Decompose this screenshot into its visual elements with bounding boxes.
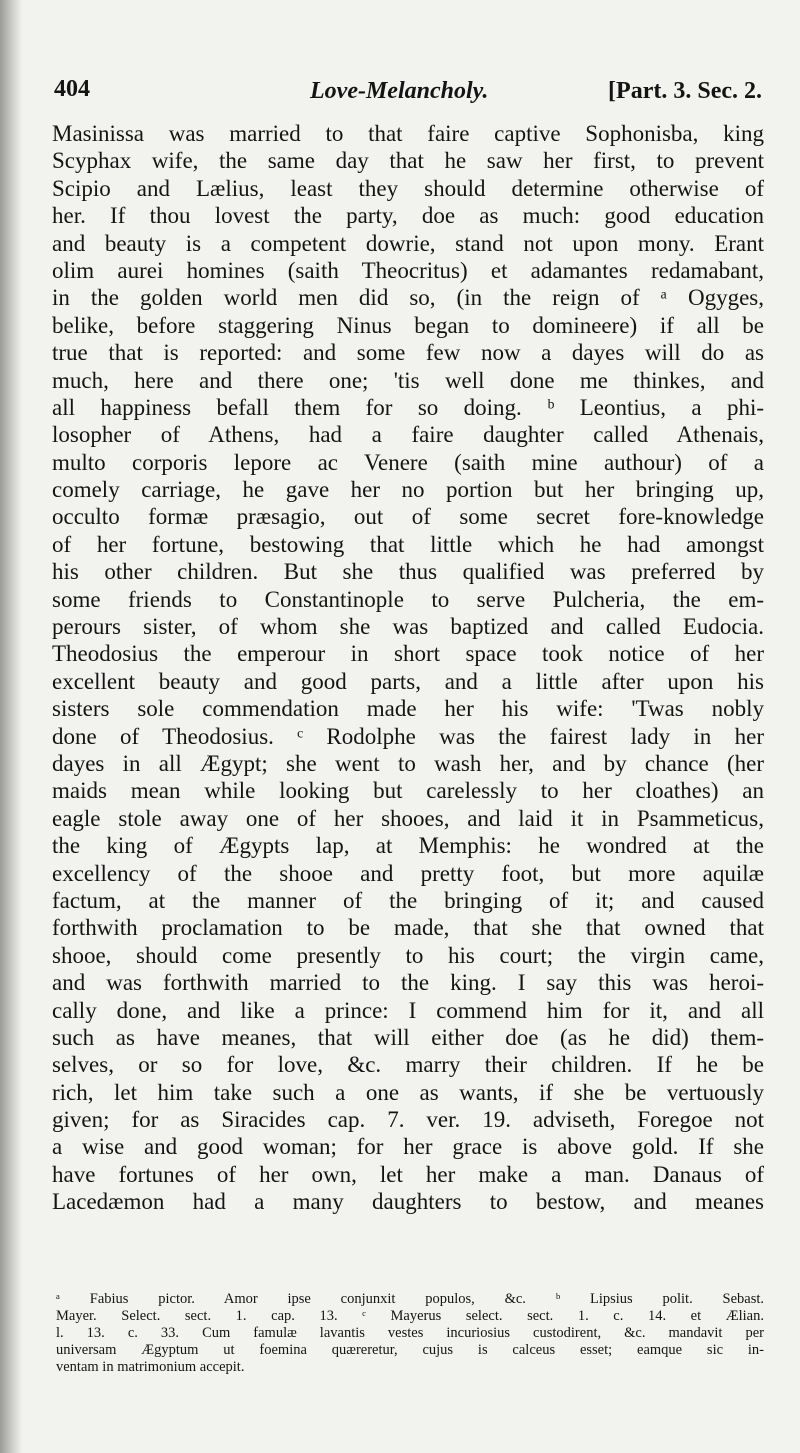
text-line: rich, let him take such a one as wants, if she be vertuously xyxy=(52,1079,764,1105)
footnotes xyxy=(56,1291,764,1376)
text-line: true that is reported: and some few now a dayes will do as xyxy=(52,340,764,366)
text-line: olim aurei homines (saith Theocritus) et adamantes redamabant, xyxy=(52,257,764,283)
footnote-line: Mayer. Select. sect. 1. cap. 13. ᶜ Mayerus select. sect. 1. c. 14. et Ælian. xyxy=(56,1308,764,1324)
text-line: dayes in all Ægypt; she went to wash her, and by chance (her xyxy=(52,750,764,776)
text-line: Scipio and Lælius, least they should determine otherwise of xyxy=(52,175,764,201)
text-line: excellent beauty and good parts, and a little after upon his xyxy=(52,668,764,694)
text-line: eagle stole away one of her shooes, and laid it in Psammeticus, xyxy=(52,805,764,831)
text-line: belike, before staggering Ninus began to domineere) if all be xyxy=(52,312,764,338)
footnote-line: l. 13. c. 33. Cum famulæ lavantis vestes incuriosius custodirent, &c. mandavit per xyxy=(56,1325,764,1341)
text-line: Theodosius the emperour in short space took notice of her xyxy=(52,641,764,667)
text-line: in the golden world men did so, (in the reign of ᵃ Ogyges, xyxy=(52,285,764,311)
text-line: shooe, should come presently to his court; the virgin came, xyxy=(52,942,764,968)
text-line: given; for as Siracides cap. 7. ver. 19. adviseth, Foregoe not xyxy=(52,1107,764,1133)
text-line: sisters sole commendation made her his wife: 'Twas nobly xyxy=(52,696,764,722)
footnote-line: ᵃ Fabius pictor. Amor ipse conjunxit populos, &c. ᵇ Lipsius polit. Sebast. xyxy=(56,1291,764,1307)
text-line: a wise and good woman; for her grace is above gold. If she xyxy=(52,1134,764,1160)
text-line: occulto formæ præsagio, out of some secret fore-knowledge xyxy=(52,504,764,530)
section-reference: [Part. 3. Sec. 2. xyxy=(608,78,762,104)
page-edge-shadow xyxy=(0,0,22,1453)
text-line: cally done, and like a prince: I commend him for it, and all xyxy=(52,997,764,1023)
text-line: maids mean while looking but carelessly to her cloathes) an xyxy=(52,778,764,804)
text-line: forthwith proclamation to be made, that she that owned that xyxy=(52,915,764,941)
book-page xyxy=(52,72,764,1216)
text-line: such as have meanes, that will either doe (as he did) them- xyxy=(52,1024,764,1050)
text-line: have fortunes of her own, let her make a man. Danaus of xyxy=(52,1161,764,1187)
page-header xyxy=(52,72,764,120)
text-line: selves, or so for love, &c. marry their children. If he be xyxy=(52,1052,764,1078)
running-title: Love-Melancholy. xyxy=(310,78,489,104)
text-line: factum, at the manner of the bringing of it; and caused xyxy=(52,887,764,913)
text-line: losopher of Athens, had a faire daughter called Athenais, xyxy=(52,422,764,448)
body-text xyxy=(52,120,764,1216)
text-line: Scyphax wife, the same day that he saw her first, to prevent xyxy=(52,148,764,174)
text-line: of her fortune, bestowing that little which he had amongst xyxy=(52,531,764,557)
text-line: and was forthwith married to the king. I say this was heroi- xyxy=(52,970,764,996)
text-line: the king of Ægypts lap, at Memphis: he wondred at the xyxy=(52,833,764,859)
text-line: done of Theodosius. ᶜ Rodolphe was the fairest lady in her xyxy=(52,723,764,749)
text-line: Masinissa was married to that faire captive Sophonisba, king xyxy=(52,121,764,146)
text-line: some friends to Constantinople to serve Pulcheria, the em- xyxy=(52,586,764,612)
footnote-line: universam Ægyptum ut foemina quæreretur, cujus is calceus esset; eamque sic in- xyxy=(56,1342,764,1358)
text-line: excellency of the shooe and pretty foot, but more aquilæ xyxy=(52,860,764,886)
text-line: much, here and there one; 'tis well done me thinkes, and xyxy=(52,367,764,393)
text-line: perours sister, of whom she was baptized and called Eudocia. xyxy=(52,614,764,640)
text-line: multo corporis lepore ac Venere (saith mine authour) of a xyxy=(52,449,764,475)
text-line: his other children. But she thus qualified was preferred by xyxy=(52,559,764,585)
text-line: her. If thou lovest the party, doe as much: good education xyxy=(52,203,764,229)
text-line: comely carriage, he gave her no portion but her bringing up, xyxy=(52,477,764,503)
page-number: 404 xyxy=(54,76,90,102)
footnote-line: ventam in matrimonium accepit. xyxy=(56,1359,245,1375)
text-line: and beauty is a competent dowrie, stand not upon mony. Erant xyxy=(52,230,764,256)
text-line: all happiness befall them for so doing. ᵇ Leontius, a phi- xyxy=(52,394,764,420)
text-line: Lacedæmon had a many daughters to bestow, and meanes xyxy=(52,1189,764,1215)
